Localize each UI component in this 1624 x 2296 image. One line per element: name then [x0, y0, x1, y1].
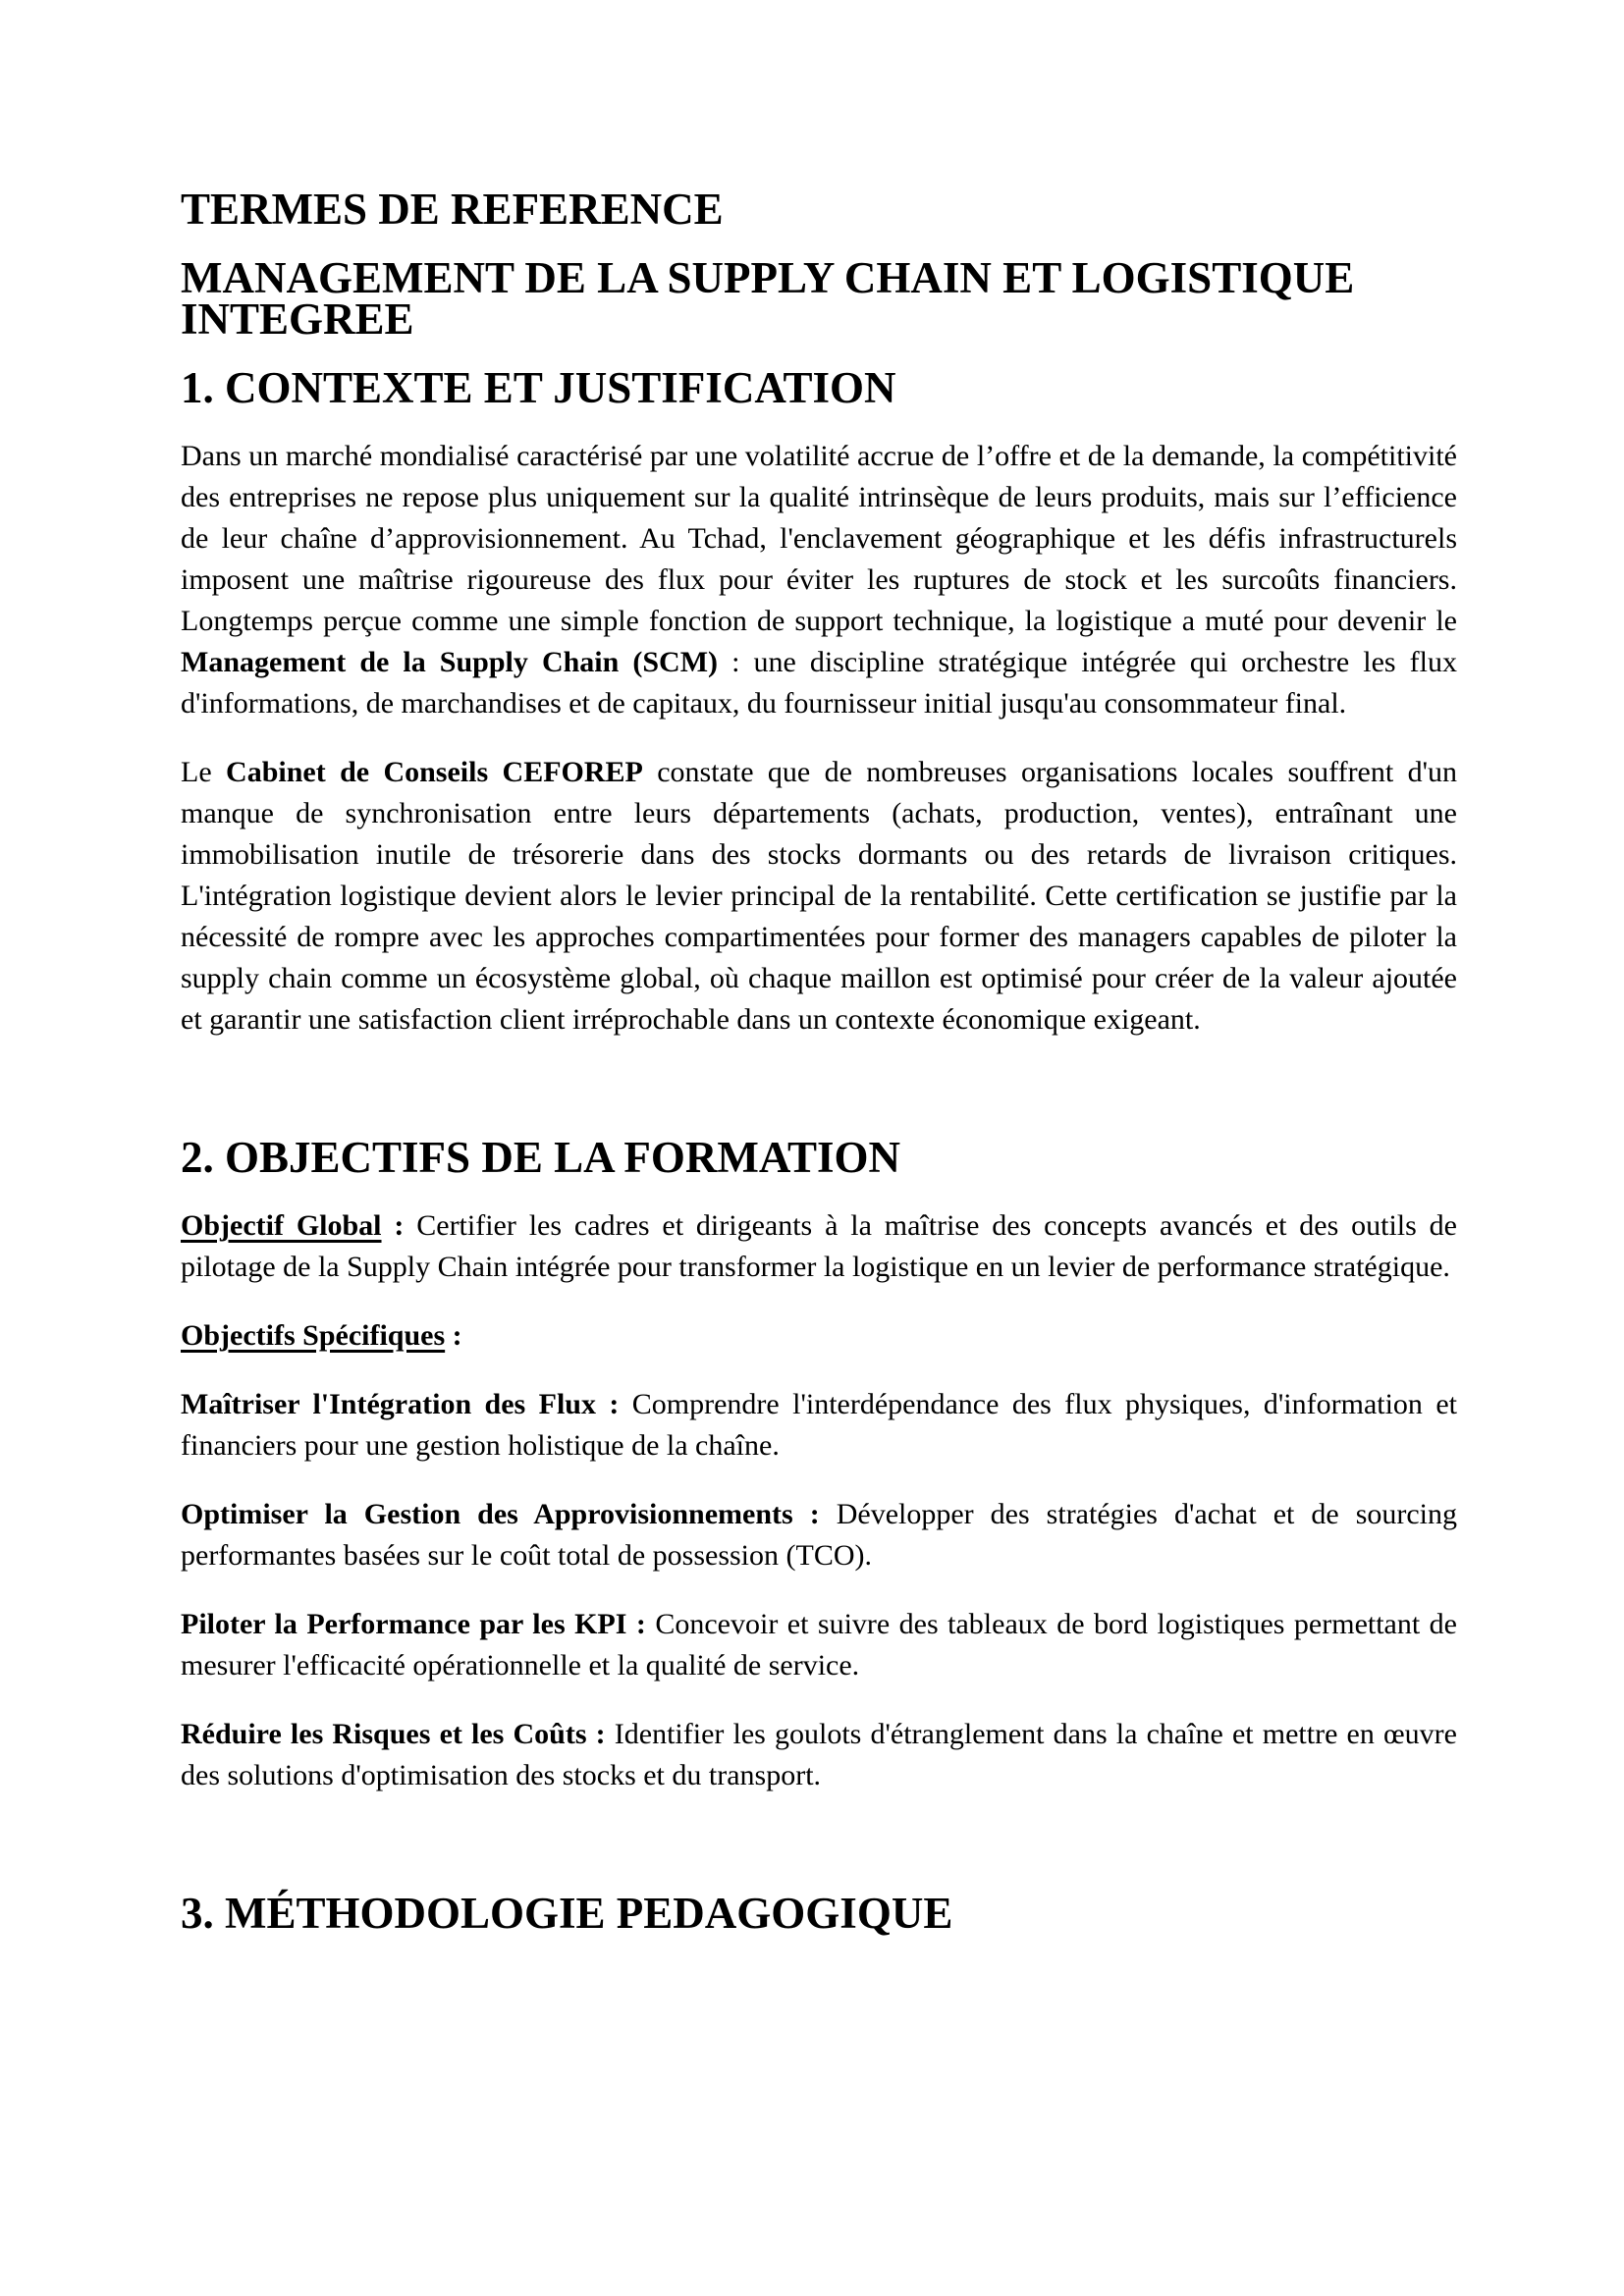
context-paragraph-1 — [181, 436, 1457, 724]
text-run: : — [445, 1319, 462, 1352]
objectif-global-paragraph — [181, 1205, 1457, 1288]
text-run: Identifier les goulots d'étranglement dans la chaîne et mettre en œuvre des solutions d'optimisation des stocks et du transport. — [181, 1718, 1457, 1791]
objectif-kpi-paragraph — [181, 1604, 1457, 1686]
text-run: Certifier les cadres et dirigeants à la maîtrise des concepts avancés et des outils de pilotage de la Supply Chain intégrée pour transformer la logistique en un levier de performance stratégique. — [181, 1209, 1457, 1283]
text-run: Objectifs Spécifiques — [181, 1319, 446, 1352]
objectif-flux-paragraph — [181, 1384, 1457, 1467]
document-body — [181, 185, 1458, 1938]
objectif-approvisionnements-paragraph — [181, 1494, 1457, 1576]
text-run: constate que de nombreuses organisations locales souffrent d'un manque de synchronisation entre leurs départements (achats, production, ventes), entraînant une immobilisation inutile de trésorerie dans des stocks dormants ou des retards de livraison critiques. L'intégration logistique devient alors le levier principal de la rentabilité. Cette certification se justifie par la nécessité de rompre avec les approches compartimentées pour former des managers capables de piloter la supply chain comme un écosystème global, où chaque maillon est optimisé pour créer de la valeur ajoutée et garantir une satisfaction client irréprochable dans un contexte économique exigeant. — [181, 756, 1457, 1036]
text-run: Piloter la Performance par les KPI : — [181, 1608, 646, 1640]
blank-line-2 — [181, 1824, 1457, 1865]
text-run: : une discipline stratégique intégrée qui orchestre les flux d'informations, de marchandises et de capitaux, du fournisseur initial jusqu'au consommateur final. — [181, 646, 1457, 720]
context-paragraph-2 — [181, 752, 1457, 1041]
text-run: Dans un marché mondialisé caractérisé par une volatilité accrue de l’offre et de la demande, la compétitivité des entreprises ne repose plus uniquement sur la qualité intrinsèque de leurs produits, mais sur l’efficience de leur chaîne d’approvisionnement. Au Tchad, l'enclavement géographique et les défis infrastructurels imposent une maîtrise rigoureuse des flux pour éviter les ruptures de stock et les surcoûts financiers. Longtemps perçue comme une simple fonction de support technique, la logistique a muté pour devenir le — [181, 440, 1457, 637]
text-run: Développer des stratégies d'achat et de sourcing performantes basées sur le coût total de possession (TCO). — [181, 1498, 1458, 1572]
text-run: Objectif Global — [181, 1209, 382, 1242]
doc-subtitle: MANAGEMENT DE LA SUPPLY CHAIN ET LOGISTIQUE INTEGREE — [181, 253, 1355, 344]
text-run: Optimiser la Gestion des Approvisionnements : — [181, 1498, 820, 1530]
text-run: Maîtriser l'Intégration des Flux : — [181, 1388, 620, 1420]
blank-line-1 — [181, 1068, 1457, 1109]
section-1-heading: 1. CONTEXTE ET JUSTIFICATION — [181, 363, 896, 412]
text-run: Réduire les Risques et les Coûts : — [181, 1718, 606, 1750]
text-run: Cabinet de Conseils CEFOREP — [226, 756, 643, 788]
section-3-heading: 3. MÉTHODOLOGIE PEDAGOGIQUE — [181, 1889, 953, 1938]
objectifs-specifiques-heading — [181, 1315, 1457, 1357]
text-run: Comprendre l'interdépendance des flux physiques, d'information et financiers pour une gestion holistique de la chaîne. — [181, 1388, 1457, 1462]
section-2-heading: 2. OBJECTIFS DE LA FORMATION — [181, 1133, 901, 1182]
doc-title: TERMES DE REFERENCE — [181, 185, 724, 234]
text-run: : — [381, 1209, 405, 1242]
objectif-risques-paragraph — [181, 1714, 1457, 1796]
text-run: Management de la Supply Chain (SCM) — [181, 646, 719, 678]
text-run: Concevoir et suivre des tableaux de bord logistiques permettant de mesurer l'efficacité opérationnelle et la qualité de service. — [181, 1608, 1457, 1682]
text-run: Le — [181, 756, 227, 788]
